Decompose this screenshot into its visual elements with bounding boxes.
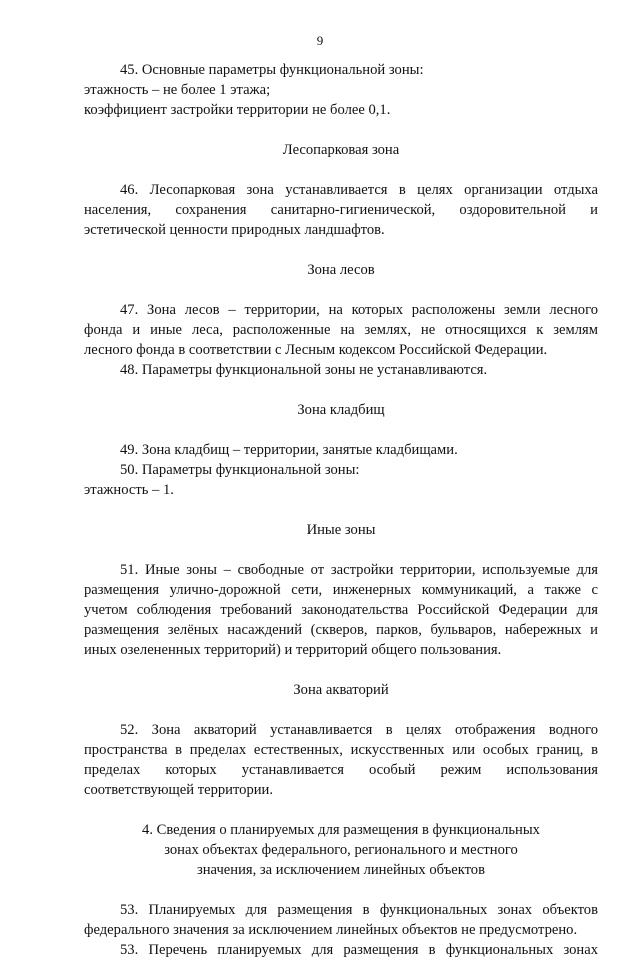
section-4-heading: [84, 820, 598, 880]
paragraph-45: [84, 60, 598, 120]
paragraph-51: [84, 560, 598, 660]
paragraph-line: размещения зелёных насаждений (скверов, парков, бульваров, набережных и: [84, 622, 598, 638]
paragraph-50: [84, 460, 598, 500]
paragraph-line: 52. Зона акваторий устанавливается в целях отображения водного: [120, 722, 598, 738]
paragraph-line: эстетической ценности природных ландшафтов.: [84, 222, 385, 238]
heading-forest-zone: Зона лесов: [307, 262, 375, 278]
paragraph-53b: [84, 940, 598, 960]
section-heading-line: значения, за исключением линейных объектов: [196, 862, 485, 878]
paragraph-line: 45. Основные параметры функциональной зоны:: [120, 62, 424, 78]
paragraph-line: 48. Параметры функциональной зоны не устанавливаются.: [120, 362, 488, 378]
paragraph-line: населения, сохранения санитарно-гигиенической, оздоровительной и: [84, 202, 598, 218]
paragraph-line: соответствующей территории.: [84, 782, 274, 798]
section-heading-line: 4. Сведения о планируемых для размещения в функциональных: [142, 822, 540, 838]
heading-cemetery-zone: Зона кладбищ: [297, 402, 385, 418]
paragraph-line: учетом соблюдения требований законодательства Российской Федерации для: [84, 602, 598, 618]
paragraph-line: 50. Параметры функциональной зоны:: [120, 462, 360, 478]
paragraph-49: [84, 440, 598, 460]
page-number: 9: [316, 33, 324, 48]
paragraph-line: 51. Иные зоны – свободные от застройки территории, используемые для: [120, 562, 598, 578]
paragraph-46: [84, 180, 598, 240]
paragraph-line: 47. Зона лесов – территории, на которых расположены земли лесного: [120, 302, 598, 318]
paragraph-line: 49. Зона кладбищ – территории, занятые кладбищами.: [120, 442, 458, 458]
paragraph-52: [84, 720, 598, 800]
paragraph-line: пространства в пределах естественных, искусственных или особых границ, в: [84, 742, 598, 758]
paragraph-line: этажность – не более 1 этажа;: [84, 82, 271, 98]
paragraph-line: иных озелененных территорий) и территорий общего пользования.: [84, 642, 502, 658]
document-body: [84, 60, 598, 960]
paragraph-47: [84, 300, 598, 360]
heading-other-zones: Иные зоны: [306, 522, 376, 538]
paragraph-line: фонда и иные леса, расположенные на землях, не относящихся к землям: [84, 322, 598, 338]
paragraph-line: 46. Лесопарковая зона устанавливается в целях организации отдыха: [120, 182, 598, 198]
paragraph-line: 53. Перечень планируемых для размещения в функциональных зонах: [120, 942, 598, 958]
paragraph-line: лесного фонда в соответствии с Лесным кодексом Российской Федерации.: [84, 342, 548, 358]
paragraph-line: пределах которых устанавливается особый режим использования: [84, 762, 598, 778]
paragraph-line: размещения улично-дорожной сети, инженерных коммуникаций, а также с: [84, 582, 598, 598]
paragraph-line: этажность – 1.: [84, 482, 174, 498]
paragraph-line: федерального значения за исключением линейных объектов не предусмотрено.: [84, 922, 578, 938]
paragraph-48: [84, 360, 598, 380]
paragraph-line: коэффициент застройки территории не более 0,1.: [84, 102, 391, 118]
paragraph-53a: [84, 900, 598, 940]
heading-water-zone: Зона акваторий: [293, 682, 389, 698]
heading-lesopark-zone: Лесопарковая зона: [282, 142, 400, 158]
section-heading-line: зонах объектах федерального, регионального и местного: [164, 842, 518, 858]
paragraph-line: 53. Планируемых для размещения в функциональных зонах объектов: [120, 902, 598, 918]
